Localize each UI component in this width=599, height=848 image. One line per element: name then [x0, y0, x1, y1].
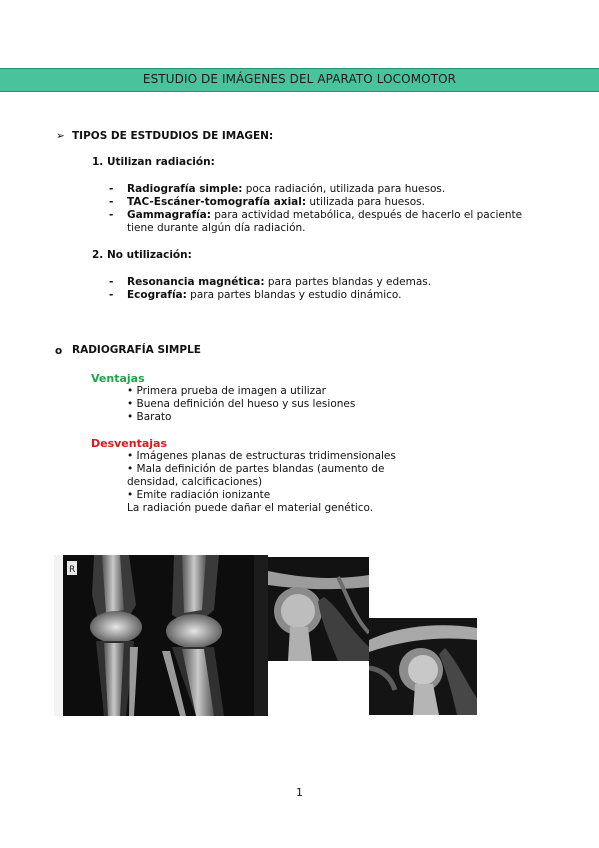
dash-marker: - — [109, 289, 114, 301]
term-desc: utilizada para huesos. — [306, 196, 425, 208]
page-number: 1 — [296, 787, 303, 799]
term: Resonancia magnética: — [127, 276, 265, 288]
term: Ecografía: — [127, 289, 187, 301]
list-item-text — [127, 276, 431, 289]
dash-marker: - — [109, 276, 114, 288]
term: Radiografía simple: — [127, 183, 243, 195]
shoulder-xray-drawing-1 — [268, 557, 369, 661]
list-item: La radiación puede dañar el material genético. — [127, 502, 374, 514]
dash-marker: - — [109, 209, 114, 221]
page-title: ESTUDIO DE IMÁGENES DEL APARATO LOCOMOTOR — [142, 72, 457, 86]
shoulder-xray-image-1 — [268, 557, 369, 661]
term: TAC-Escáner-tomografía axial: — [127, 196, 307, 208]
group1-heading: 1. Utilizan radiación: — [92, 156, 215, 168]
term-desc: poca radiación, utilizada para huesos. — [242, 183, 446, 195]
list-item-continuation: tiene durante algún día radiación. — [127, 222, 306, 234]
list-item-text — [127, 183, 445, 196]
list-item: • Mala definición de partes blandas (aumento de — [127, 463, 385, 475]
list-item — [109, 276, 113, 289]
list-item: • Buena definición del hueso y sus lesiones — [127, 398, 356, 410]
group2-heading: 2. No utilización: — [92, 249, 192, 261]
shoulder-xray-image-2 — [369, 618, 477, 715]
term-desc: para actividad metabólica, después de hacerlo el paciente — [210, 209, 523, 221]
term: Gammagrafía: — [127, 209, 211, 221]
list-item-text — [127, 196, 425, 209]
knee-xray-image — [54, 555, 268, 716]
list-item-text — [127, 289, 402, 302]
list-item: • Emite radiación ionizante — [127, 489, 271, 501]
list-item-text — [127, 209, 522, 222]
knee-xray-drawing — [54, 555, 268, 716]
list-item — [109, 289, 113, 302]
dash-marker: - — [109, 183, 114, 195]
section-title-tipos: TIPOS DE ESTDUDIOS DE IMAGEN: — [72, 130, 274, 142]
list-item — [109, 209, 113, 222]
section-bullet-arrow: ➢ — [56, 130, 65, 142]
term-desc: para partes blandas y estudio dinámico. — [186, 289, 402, 301]
list-item: • Imágenes planas de estructuras tridimensionales — [127, 450, 396, 462]
shoulder-xray-drawing-2 — [369, 618, 477, 715]
dash-marker: - — [109, 196, 114, 208]
list-item: • Primera prueba de imagen a utilizar — [127, 385, 326, 397]
list-item-continuation: densidad, calcificaciones) — [127, 476, 263, 488]
list-item: • Barato — [127, 411, 172, 423]
section-title-radiografia: RADIOGRAFÍA SIMPLE — [72, 344, 201, 356]
ventajas-label: Ventajas — [91, 372, 145, 385]
list-item — [109, 196, 113, 209]
section-bullet-circle: o — [55, 345, 63, 357]
desventajas-label: Desventajas — [91, 437, 168, 450]
knee-xray-marker: R — [69, 565, 76, 575]
term-desc: para partes blandas y edemas. — [264, 276, 432, 288]
list-item — [109, 183, 113, 196]
